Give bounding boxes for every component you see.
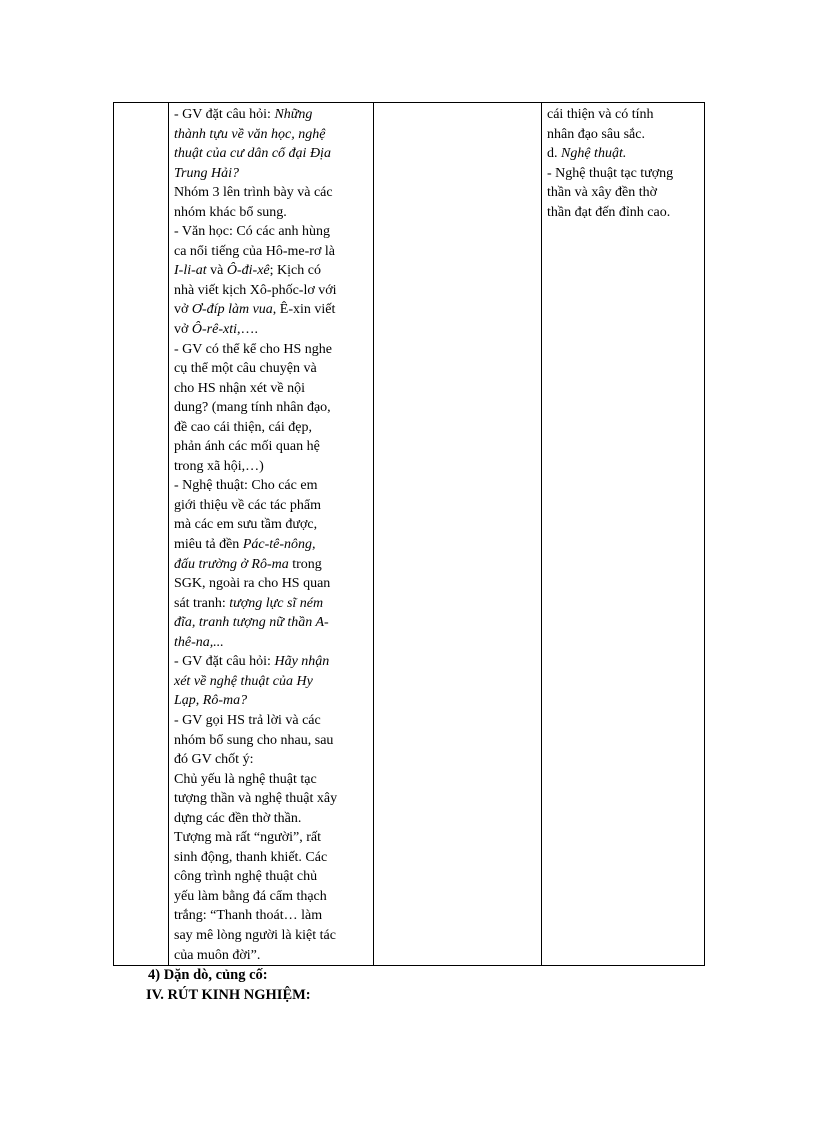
- text: dựng các đền thờ thần.: [174, 810, 302, 826]
- text: miêu tả đền: [174, 537, 243, 553]
- text-line: [174, 809, 368, 829]
- italic-text: Ô-rê-xti: [191, 322, 237, 338]
- text-line: [174, 496, 368, 516]
- text-line: [174, 946, 368, 966]
- italic-text: I-li-at: [174, 263, 207, 279]
- text-line: [174, 633, 368, 653]
- italic-text: thuật của cư dân cổ đại Địa: [174, 146, 331, 162]
- text: giới thiệu về các tác phẩm: [174, 497, 321, 513]
- italic-text: đấu trường ở Rô-ma: [174, 556, 289, 572]
- italic-text: đĩa, tranh tượng nữ thần A-: [174, 615, 329, 631]
- italic-text: Trung Hải?: [174, 165, 239, 181]
- text-line: [174, 340, 368, 360]
- text: nhân đạo sâu sắc.: [547, 126, 645, 142]
- text: - GV đặt câu hỏi:: [174, 107, 275, 122]
- text: nhóm khác bổ sung.: [174, 204, 287, 220]
- italic-text: tượng lực sĩ ném: [229, 595, 324, 611]
- text-line: [174, 144, 368, 164]
- text: d.: [547, 146, 561, 162]
- italic-text: Nghệ thuật.: [561, 146, 627, 162]
- text-line: [174, 515, 368, 535]
- text: sinh động, thanh khiết. Các: [174, 849, 328, 865]
- italic-text: xét về nghệ thuật của Hy: [174, 673, 313, 689]
- text-line: [174, 320, 368, 340]
- text-line: [174, 379, 368, 399]
- text: sát tranh:: [174, 595, 230, 611]
- italic-text: Lạp, Rô-ma?: [174, 693, 248, 709]
- text: nhóm bổ sung cho nhau, sau: [174, 732, 334, 748]
- text: yếu làm bằng đá cẩm thạch: [174, 888, 327, 904]
- text: Nhóm 3 lên trình bày và các: [174, 185, 333, 201]
- text-line: [174, 125, 368, 145]
- text: vở: [174, 302, 192, 318]
- text-line: [174, 867, 368, 887]
- text: - Nghệ thuật tạc tượng: [547, 165, 674, 181]
- text-line: [547, 164, 699, 184]
- text: thần và xây đền thờ: [547, 185, 658, 201]
- text-line: [174, 906, 368, 926]
- text-line: [547, 125, 699, 145]
- text: đó GV chốt ý:: [174, 752, 254, 768]
- text: và: [206, 263, 227, 279]
- text-line: [174, 691, 368, 711]
- text: ,….: [237, 322, 258, 338]
- text: trong: [288, 556, 322, 572]
- text-line: [174, 183, 368, 203]
- text: của muôn đời”.: [174, 947, 261, 963]
- text-line: [174, 476, 368, 496]
- text-line: [174, 281, 368, 301]
- text: - Nghệ thuật: Cho các em: [174, 478, 318, 494]
- text: Tượng mà rất “người”, rất: [174, 830, 321, 846]
- text-line: [174, 848, 368, 868]
- text: ; Kịch có: [269, 263, 321, 279]
- text-line: [174, 242, 368, 262]
- text-line: [174, 750, 368, 770]
- text: nhà viết kịch Xô-phốc-lơ với: [174, 282, 337, 298]
- text-line: [174, 359, 368, 379]
- text: trắng: “Thanh thoát… làm: [174, 908, 323, 924]
- text-line: [174, 613, 368, 633]
- key-knowledge-cell: [542, 103, 705, 966]
- text-line: [547, 144, 699, 164]
- section-4-heading: 4) Dặn dò, củng cố:: [148, 967, 268, 983]
- text-line: [174, 789, 368, 809]
- text: - GV đặt câu hỏi:: [174, 654, 275, 670]
- text: - GV có thể kể cho HS nghe: [174, 341, 332, 357]
- text: vở: [174, 322, 192, 338]
- text-line: [174, 222, 368, 242]
- text-line: [174, 418, 368, 438]
- text: ca nổi tiếng của Hô-me-rơ là: [174, 243, 335, 259]
- text-line: [174, 770, 368, 790]
- text: Chủ yếu là nghệ thuật tạc: [174, 771, 317, 787]
- text-line: [174, 652, 368, 672]
- text: đề cao cái thiện, cái đẹp,: [174, 419, 312, 435]
- time-cell: [114, 103, 169, 966]
- teacher-activity-cell: [169, 103, 374, 966]
- text-line: [174, 164, 368, 184]
- text: mà các em sưu tầm được,: [174, 517, 318, 533]
- text-line: [547, 105, 699, 125]
- text: tượng thần và nghệ thuật xây: [174, 791, 338, 807]
- text-line: [174, 105, 368, 125]
- text-line: [174, 203, 368, 223]
- text: trong xã hội,…): [174, 458, 264, 474]
- italic-text: thê-na,...: [174, 634, 224, 650]
- italic-text: Ô-đi-xê: [226, 263, 270, 279]
- text: dung? (mang tính nhân đạo,: [174, 400, 331, 416]
- italic-text: Pác-tê-nông,: [242, 537, 316, 553]
- text-line: [174, 555, 368, 575]
- italic-text: Những: [274, 107, 313, 122]
- text-line: [174, 711, 368, 731]
- text: cụ thể một câu chuyện và: [174, 361, 317, 377]
- text: say mê lòng người là kiệt tác: [174, 927, 336, 943]
- text-line: [174, 398, 368, 418]
- table-row: [114, 103, 705, 966]
- text-line: [174, 437, 368, 457]
- text: công trình nghệ thuật chủ: [174, 869, 318, 885]
- text: , Ê-xin viết: [272, 302, 336, 318]
- text-line: [547, 183, 699, 203]
- text: phản ánh các mối quan hệ: [174, 439, 320, 455]
- text: - GV gọi HS trả lời và các: [174, 712, 321, 728]
- lesson-table: [113, 102, 705, 966]
- student-activity-cell: [374, 103, 542, 966]
- text-line: [174, 574, 368, 594]
- text-line: [174, 828, 368, 848]
- text: cho HS nhận xét về nội: [174, 380, 306, 396]
- text-line: [174, 457, 368, 477]
- text-line: [174, 926, 368, 946]
- text-line: [174, 594, 368, 614]
- text-line: [174, 535, 368, 555]
- text-line: [174, 261, 368, 281]
- text: SGK, ngoài ra cho HS quan: [174, 576, 331, 592]
- section-iv-heading: IV. RÚT KINH NGHIỆM:: [146, 987, 311, 1003]
- text-line: [174, 300, 368, 320]
- italic-text: Hãy nhận: [274, 654, 330, 670]
- text-line: [174, 672, 368, 692]
- text: - Văn học: Có các anh hùng: [174, 224, 331, 240]
- italic-text: thành tựu về văn học, nghệ: [174, 126, 326, 142]
- italic-text: Ơ-đíp làm vua: [191, 302, 273, 318]
- text-line: [547, 203, 699, 223]
- text: cái thiện và có tính: [547, 107, 654, 122]
- text-line: [174, 731, 368, 751]
- text: thần đạt đến đỉnh cao.: [547, 204, 671, 220]
- text-line: [174, 887, 368, 907]
